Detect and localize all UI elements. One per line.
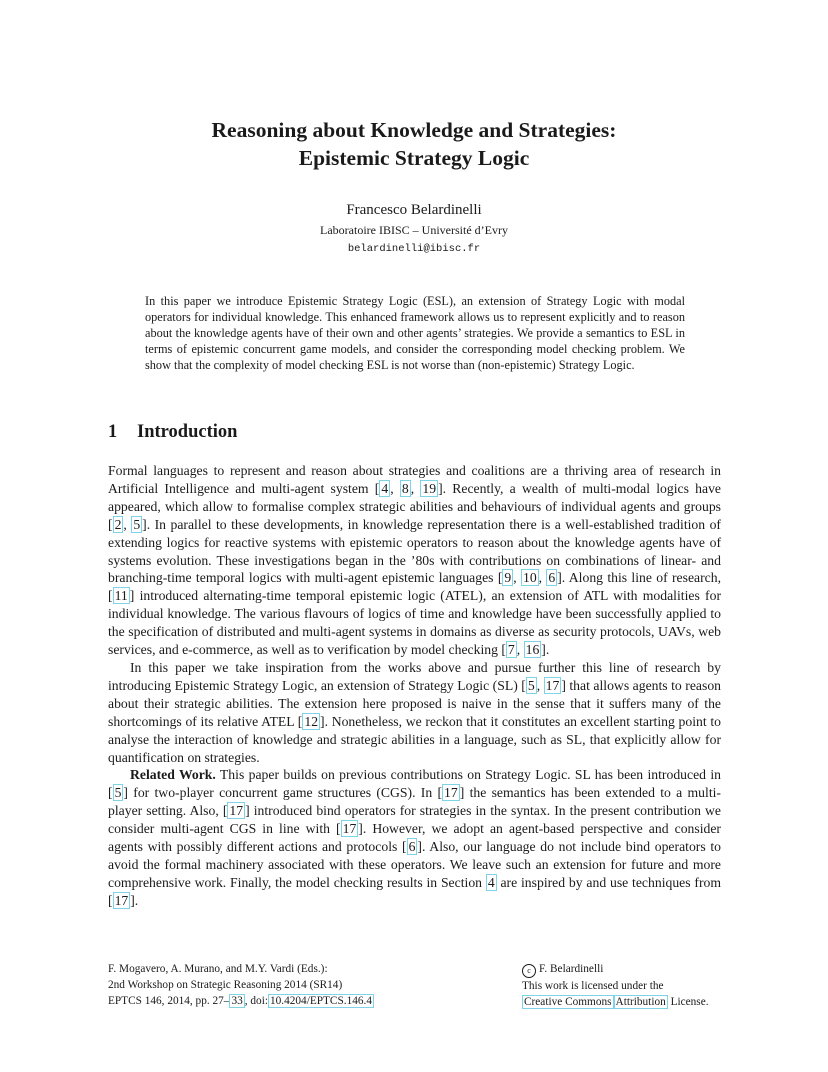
citation-link[interactable]: 17 <box>342 821 357 837</box>
author-name: Francesco Belardinelli <box>346 202 482 218</box>
attribution-link[interactable]: Attribution <box>615 996 666 1008</box>
license-line: This work is licensed under the <box>522 980 664 992</box>
text-run: ]. <box>541 642 550 658</box>
footer-editors: F. Mogavero, A. Murano, and M.Y. Vardi (Eds.): <box>108 963 328 975</box>
citation-link[interactable]: 17 <box>545 677 560 693</box>
citation-link[interactable]: 5 <box>527 677 535 693</box>
citation-link[interactable]: 4 <box>381 480 389 496</box>
text-run: ] that allows agents to reason about their strategic abilities. The extension here proposed is naive in the sense that it suffers many of the shortcomings of its relative ATEL [ <box>108 677 722 729</box>
last-page-link[interactable]: 33 <box>231 995 243 1007</box>
text-run: are inspired by and use techniques from [ <box>108 874 722 908</box>
citation-link[interactable]: 5 <box>114 785 122 801</box>
text-run: , <box>410 480 421 496</box>
text-run: , <box>123 516 132 532</box>
text-run: Formal languages to represent and reason about strategies and coalitions are a thriving area of research in Artificial Intelligence and multi-agent system [ <box>108 463 721 496</box>
citation-link[interactable]: 9 <box>504 570 512 586</box>
footer-pages <box>108 993 374 1009</box>
text-run: ] for two-player concurrent game structures (CGS). In [ <box>123 785 443 801</box>
citation-link[interactable]: 19 <box>422 480 437 496</box>
citation-link[interactable]: 8 <box>401 480 409 496</box>
citation-link[interactable]: 6 <box>548 570 556 586</box>
text-run: ] the semantics has been extended to a multi-player setting. Also, [ <box>108 785 721 819</box>
citation-link[interactable]: 6 <box>408 839 416 855</box>
citation-link[interactable]: 17 <box>229 803 244 819</box>
doi-link[interactable]: 10.4204/EPTCS.146.4 <box>269 995 372 1007</box>
citation-link[interactable]: 16 <box>525 642 540 658</box>
citation-link[interactable]: 17 <box>444 785 458 801</box>
citation-link[interactable]: 11 <box>114 588 128 604</box>
text-run: , <box>513 570 521 586</box>
copyright-icon: c <box>522 964 536 978</box>
text-run: ]. Also, our language do not include bind operators to avoid the formal machinery associated with these operators. We leave such an extension for future and more comprehensive work. Finally, the model checking results in Section <box>108 839 721 890</box>
creative-commons-link[interactable]: Creative Commons <box>524 996 612 1008</box>
paragraph-2 <box>108 659 721 766</box>
citation-link[interactable]: 12 <box>304 713 319 729</box>
paragraph-1 <box>108 462 721 659</box>
text-run: EPTCS 146, 2014, pp. 27– <box>108 995 230 1007</box>
text-run: In this paper we take inspiration from the works above and pursue further this line of research by introducing Epistemic Strategy Logic, an extension of Strategy Logic (SL) [ <box>108 659 721 693</box>
body-text <box>108 462 721 910</box>
citation-link[interactable]: 7 <box>507 642 515 658</box>
citation-link[interactable]: 17 <box>114 892 129 908</box>
text-run: , <box>390 480 400 496</box>
text-run: , <box>516 642 524 658</box>
text-run: ]. Along this line of research, [ <box>108 570 722 604</box>
copyright-holder: F. Belardinelli <box>539 963 604 975</box>
text-run: This paper builds on previous contributions on Strategy Logic. SL has been introduced in [ <box>108 767 721 801</box>
copyright-line <box>522 961 709 978</box>
author-email: belardinelli@ibisc.fr <box>347 243 481 255</box>
text-run: ]. <box>130 892 139 908</box>
footer-workshop: 2nd Workshop on Strategic Reasoning 2014 (SR14) <box>108 979 343 991</box>
text-run: ] introduced bind operators for strategies in the syntax. In the present contribution we consider multi-agent CGS in line with [ <box>108 803 721 837</box>
text-run: License. <box>667 996 709 1008</box>
text-run: , <box>536 677 544 693</box>
footer-publication-info <box>108 961 374 1009</box>
text-run: ]. In parallel to these developments, in knowledge representation there is a well-established tradition of extending logics for reactive systems with epistemic operators to reason about the knowledge agents have of systems evolution. These investigations began in the ’80s with contributions on combinations of linear- and branching-time temporal logics with multi-agent epistemic languages [ <box>108 516 721 586</box>
title-line-2: Epistemic Strategy Logic <box>298 146 530 170</box>
section-heading <box>108 422 237 443</box>
text-run: , <box>538 570 547 586</box>
text-run: ]. Recently, a wealth of multi-modal logics have appeared, which allow to formalise complex strategic abilities and behaviours of individual agents and groups [ <box>108 480 722 532</box>
text-run: ] introduced alternating-time temporal epistemic logic (ATEL), an extension of ATL with modalities for individual knowledge. The various flavours of logics of time and knowledge have been successfully applied to the specification of distributed and multi-agent systems in domains as diverse as security protocols, UAVs, web services, and e-commerce, as well as to verification by model checking [ <box>108 588 721 658</box>
footer-license <box>522 961 709 1010</box>
run-in-heading: Related Work. <box>130 767 216 783</box>
author-affiliation: Laboratoire IBISC – Université d’Evry <box>320 223 508 237</box>
abstract: In this paper we introduce Epistemic Strategy Logic (ESL), an extension of Strategy Logic with modal operators for individual knowledge. This enhanced framework allows us to represent explicitly and to reason about the knowledge agents have of their own and other agents’ strategies. We provide a semantics to ESL in terms of epistemic concurrent game models, and consider the corresponding model checking problem. We show that the complexity of model checking ESL is not worse than (non-epistemic) Strategy Logic. <box>145 294 685 372</box>
text-run: , doi: <box>244 995 268 1007</box>
section-title: Introduction <box>137 422 238 442</box>
citation-link[interactable]: 2 <box>114 516 122 532</box>
paper-title <box>0 116 828 172</box>
citation-link[interactable]: 10 <box>522 570 537 586</box>
text-run: ]. Nonetheless, we reckon that it constitutes an excellent starting point to analyse the interaction of knowledge and strategic abilities in a language, such as SL, that explicitly allow for quantification on strategies. <box>108 713 721 765</box>
text-run: ]. However, we adopt an agent-based perspective and consider agents with possibly different actions and protocols [ <box>108 821 721 855</box>
title-line-1: Reasoning about Knowledge and Strategies: <box>211 118 617 142</box>
section-number: 1 <box>108 422 118 442</box>
license-links <box>522 994 709 1010</box>
paragraph-3 <box>108 766 721 909</box>
section-link[interactable]: 4 <box>487 874 495 890</box>
citation-link[interactable]: 5 <box>133 516 141 532</box>
